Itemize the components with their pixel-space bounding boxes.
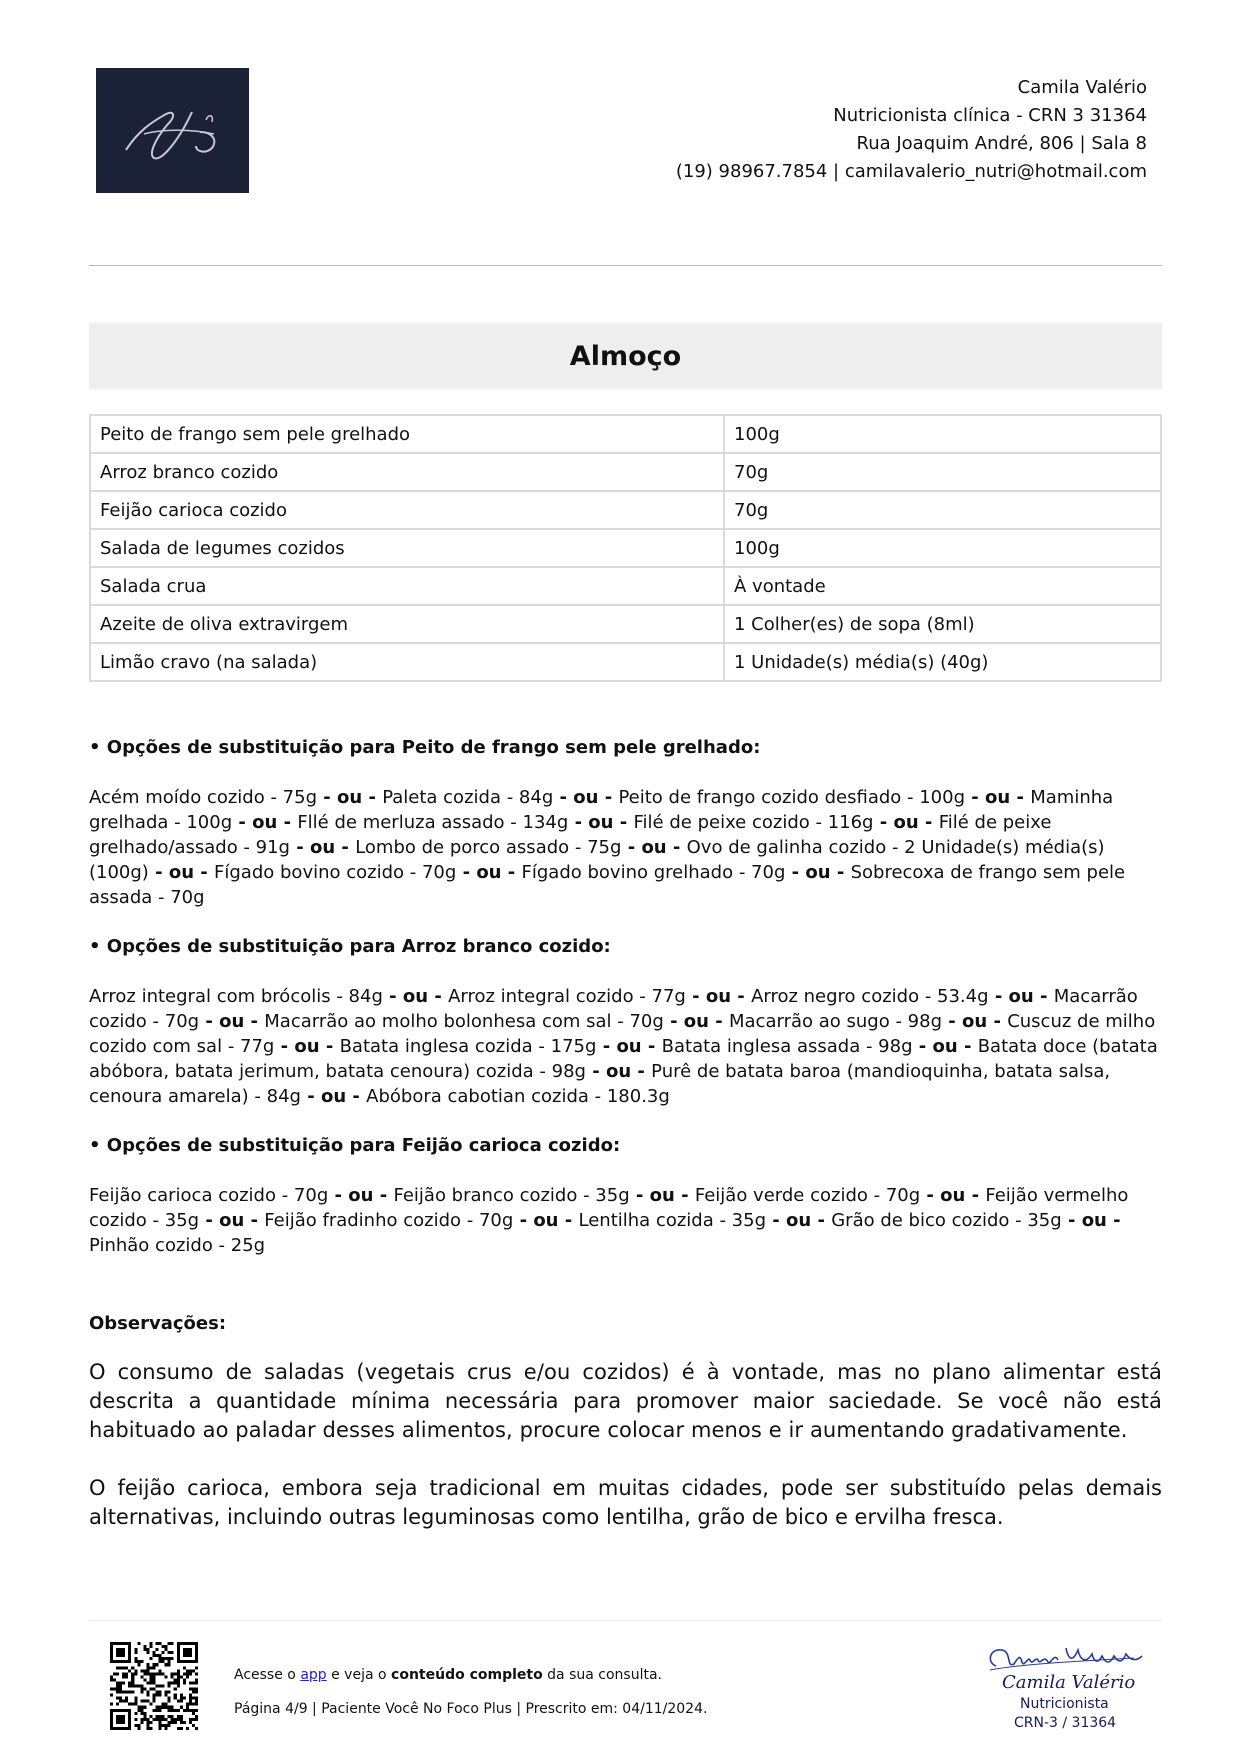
substitution-option: Sobrecoxa de frango sem pele assada - 70g (89, 862, 1126, 908)
substitution-heading: • Opções de substituição para Feijão carioca cozido: (89, 1135, 621, 1156)
meal-item-amount: 1 Unidade(s) média(s) (40g) (724, 643, 1161, 681)
substitution-heading: • Opções de substituição para Peito de frango sem pele grelhado: (89, 737, 761, 758)
meal-item-row (90, 453, 1161, 491)
or-separator: - ou - (988, 986, 1054, 1007)
meal-items-table (89, 414, 1162, 682)
or-separator: - ou - (873, 812, 939, 833)
meal-item-row (90, 643, 1161, 681)
substitution-options (89, 735, 1162, 1282)
logo (96, 68, 249, 193)
observation-paragraph: O feijão carioca, embora seja tradicional em muitas cidades, pode ser substituído pelas demais alternativas, incluindo outras leguminosas como lentilha, grão de bico e ervilha fresca. (89, 1476, 1162, 1529)
substitution-group (89, 1133, 1162, 1258)
or-separator: - ou - (663, 1011, 729, 1032)
substitution-option: Cuscuz de milho cozido com sal - 77g (89, 1011, 1156, 1057)
access-text: da sua consulta. (542, 1667, 662, 1683)
meal-item-amount: 70g (724, 491, 1161, 529)
nutritionist-name: Camila Valério (1017, 77, 1147, 98)
substitution-option: Peito de frango cozido desfiado - 100g (618, 787, 966, 808)
substitution-option: Pinhão cozido - 25g (89, 1235, 266, 1256)
footer-text (234, 1658, 707, 1726)
observations-heading: Observações: (89, 1313, 227, 1334)
nutritionist-credential: Nutricionista clínica - CRN 3 31364 (833, 105, 1147, 126)
meal-item-row (90, 567, 1161, 605)
meal-item-food: Azeite de oliva extravirgem (90, 605, 724, 643)
meal-item-row (90, 491, 1161, 529)
substitution-option: Macarrão ao sugo - 98g (729, 1011, 942, 1032)
signature-stamp (982, 1640, 1152, 1744)
signature-title: Nutricionista (1020, 1696, 1109, 1712)
meal-item-food: Arroz branco cozido (90, 453, 724, 491)
substitution-option: Purê de batata baroa (mandioquinha, batata salsa, cenoura amarela) - 84g (89, 1061, 1111, 1107)
meal-item-food: Salada crua (90, 567, 724, 605)
meal-item-row (90, 529, 1161, 567)
substitution-list (89, 984, 1162, 1109)
observation-paragraph: O consumo de saladas (vegetais crus e/ou cozidos) é à vontade, mas no plano alimentar está descrita a quantidade mínima necessária para promover maior saciedade. Se você não está habituado ao paladar desses alimentos, procure colocar menos e ir aumentando gradativamente. (89, 1360, 1162, 1442)
substitution-option: Fllé de merluza assado - 134g (297, 812, 569, 833)
or-separator: - ou - (785, 862, 851, 883)
or-separator: - ou - (232, 812, 298, 833)
substitution-option: Acém moído cozido - 75g (89, 787, 317, 808)
signature-crn: CRN-3 / 31364 (1014, 1715, 1117, 1731)
substitution-option: Fígado bovino cozido - 70g (214, 862, 457, 883)
or-separator: - ou - (766, 1210, 832, 1231)
or-separator: - ou - (199, 1210, 265, 1231)
substitution-option: Feijão verde cozido - 70g (694, 1185, 921, 1206)
substitution-option: Filé de peixe grelhado/assado - 91g (89, 812, 1052, 858)
meal-item-row (90, 605, 1161, 643)
or-separator: - ou - (148, 862, 215, 883)
or-separator: - ou - (382, 986, 449, 1007)
or-separator: - ou - (596, 1036, 662, 1057)
or-separator: - ou - (199, 1011, 265, 1032)
or-separator: - ou - (553, 787, 619, 808)
meal-item-amount: À vontade (724, 567, 1161, 605)
or-separator: - ou - (912, 1036, 978, 1057)
substitution-option: Filé de peixe cozido - 116g (633, 812, 874, 833)
access-text: e veja o (326, 1667, 392, 1683)
or-separator: - ou - (585, 1061, 652, 1082)
or-separator: - ou - (456, 862, 522, 883)
app-link[interactable]: app (300, 1667, 327, 1683)
or-separator: - ou - (317, 787, 383, 808)
substitution-option: Batata inglesa assada - 98g (661, 1036, 913, 1057)
substitution-option: Grão de bico cozido - 35g (831, 1210, 1062, 1231)
footer-divider (89, 1620, 1162, 1621)
or-separator: - ou - (629, 1185, 695, 1206)
access-text-bold: conteúdo completo (391, 1667, 543, 1683)
substitution-option: Feijão vermelho cozido - 35g (89, 1185, 1129, 1231)
or-separator: - ou - (513, 1210, 579, 1231)
substitution-option: Arroz integral cozido - 77g (448, 986, 686, 1007)
substitution-heading: • Opções de substituição para Arroz branco cozido: (89, 936, 611, 957)
meal-title: Almoço (89, 323, 1162, 389)
substitution-list (89, 785, 1162, 910)
or-separator: - ou - (289, 837, 356, 858)
substitution-option: Macarrão cozido - 70g (89, 986, 1138, 1032)
or-separator: - ou - (685, 986, 752, 1007)
observations (89, 1313, 1162, 1561)
nutritionist-address: Rua Joaquim André, 806 | Sala 8 (856, 133, 1147, 154)
nutritionist-phone-email: (19) 98967.7854 | camilavalerio_nutri@hotmail.com (675, 161, 1147, 182)
substitution-option: Batata inglesa cozida - 175g (339, 1036, 597, 1057)
substitution-option: Macarrão ao molho bolonhesa com sal - 70g (264, 1011, 664, 1032)
substitution-option: Arroz negro cozido - 53.4g (751, 986, 989, 1007)
handwritten-signature-icon (984, 1640, 1154, 1676)
substitution-group (89, 735, 1162, 910)
substitution-option: Arroz integral com brócolis - 84g (89, 986, 383, 1007)
meal-item-amount: 100g (724, 529, 1161, 567)
meal-item-amount: 100g (724, 415, 1161, 453)
meal-item-amount: 1 Colher(es) de sopa (8ml) (724, 605, 1161, 643)
meal-item-amount: 70g (724, 453, 1161, 491)
meal-item-food: Salada de legumes cozidos (90, 529, 724, 567)
or-separator: - ou - (1061, 1210, 1121, 1231)
substitution-option: Ovo de galinha cozido - 2 Unidade(s) média(s) (100g) (89, 837, 1105, 883)
substitution-option: Abóbora cabotian cozida - 180.3g (366, 1086, 670, 1107)
substitution-option: Feijão carioca cozido - 70g (89, 1185, 329, 1206)
substitution-option: Maminha grelhada - 100g (89, 787, 1114, 833)
or-separator: - ou - (942, 1011, 1008, 1032)
substitution-option: Batata doce (batata abóbora, batata jerimum, batata cenoura) cozida - 98g (89, 1036, 1158, 1082)
or-separator: - ou - (274, 1036, 340, 1057)
meal-item-row (90, 415, 1161, 453)
header-divider (89, 265, 1162, 266)
meal-item-food: Peito de frango sem pele grelhado (90, 415, 724, 453)
meal-item-food: Limão cravo (na salada) (90, 643, 724, 681)
or-separator: - ou - (328, 1185, 394, 1206)
substitution-option: Paleta cozida - 84g (382, 787, 554, 808)
page-info: Página 4/9 | Paciente Você No Foco Plus | Prescrito em: 04/11/2024. (234, 1701, 708, 1717)
or-separator: - ou - (621, 837, 687, 858)
meal-item-food: Feijão carioca cozido (90, 491, 724, 529)
or-separator: - ou - (965, 787, 1031, 808)
or-separator: - ou - (300, 1086, 367, 1107)
substitution-option: Fígado bovino grelhado - 70g (521, 862, 786, 883)
app-access-line (234, 1658, 707, 1692)
substitution-option: Feijão fradinho cozido - 70g (264, 1210, 514, 1231)
or-separator: - ou - (920, 1185, 986, 1206)
nutritionist-contact (676, 74, 1147, 186)
signature-name: Camila Valério (1002, 1672, 1136, 1693)
logo-monogram-icon (96, 68, 249, 193)
or-separator: - ou - (568, 812, 634, 833)
substitution-list (89, 1183, 1162, 1258)
substitution-option: Lentilha cozida - 35g (578, 1210, 767, 1231)
substitution-option: Lombo de porco assado - 75g (355, 837, 622, 858)
substitution-option: Feijão branco cozido - 35g (393, 1185, 630, 1206)
access-text: Acesse o (234, 1667, 301, 1683)
substitution-group (89, 934, 1162, 1109)
qr-code-icon[interactable] (110, 1642, 198, 1730)
